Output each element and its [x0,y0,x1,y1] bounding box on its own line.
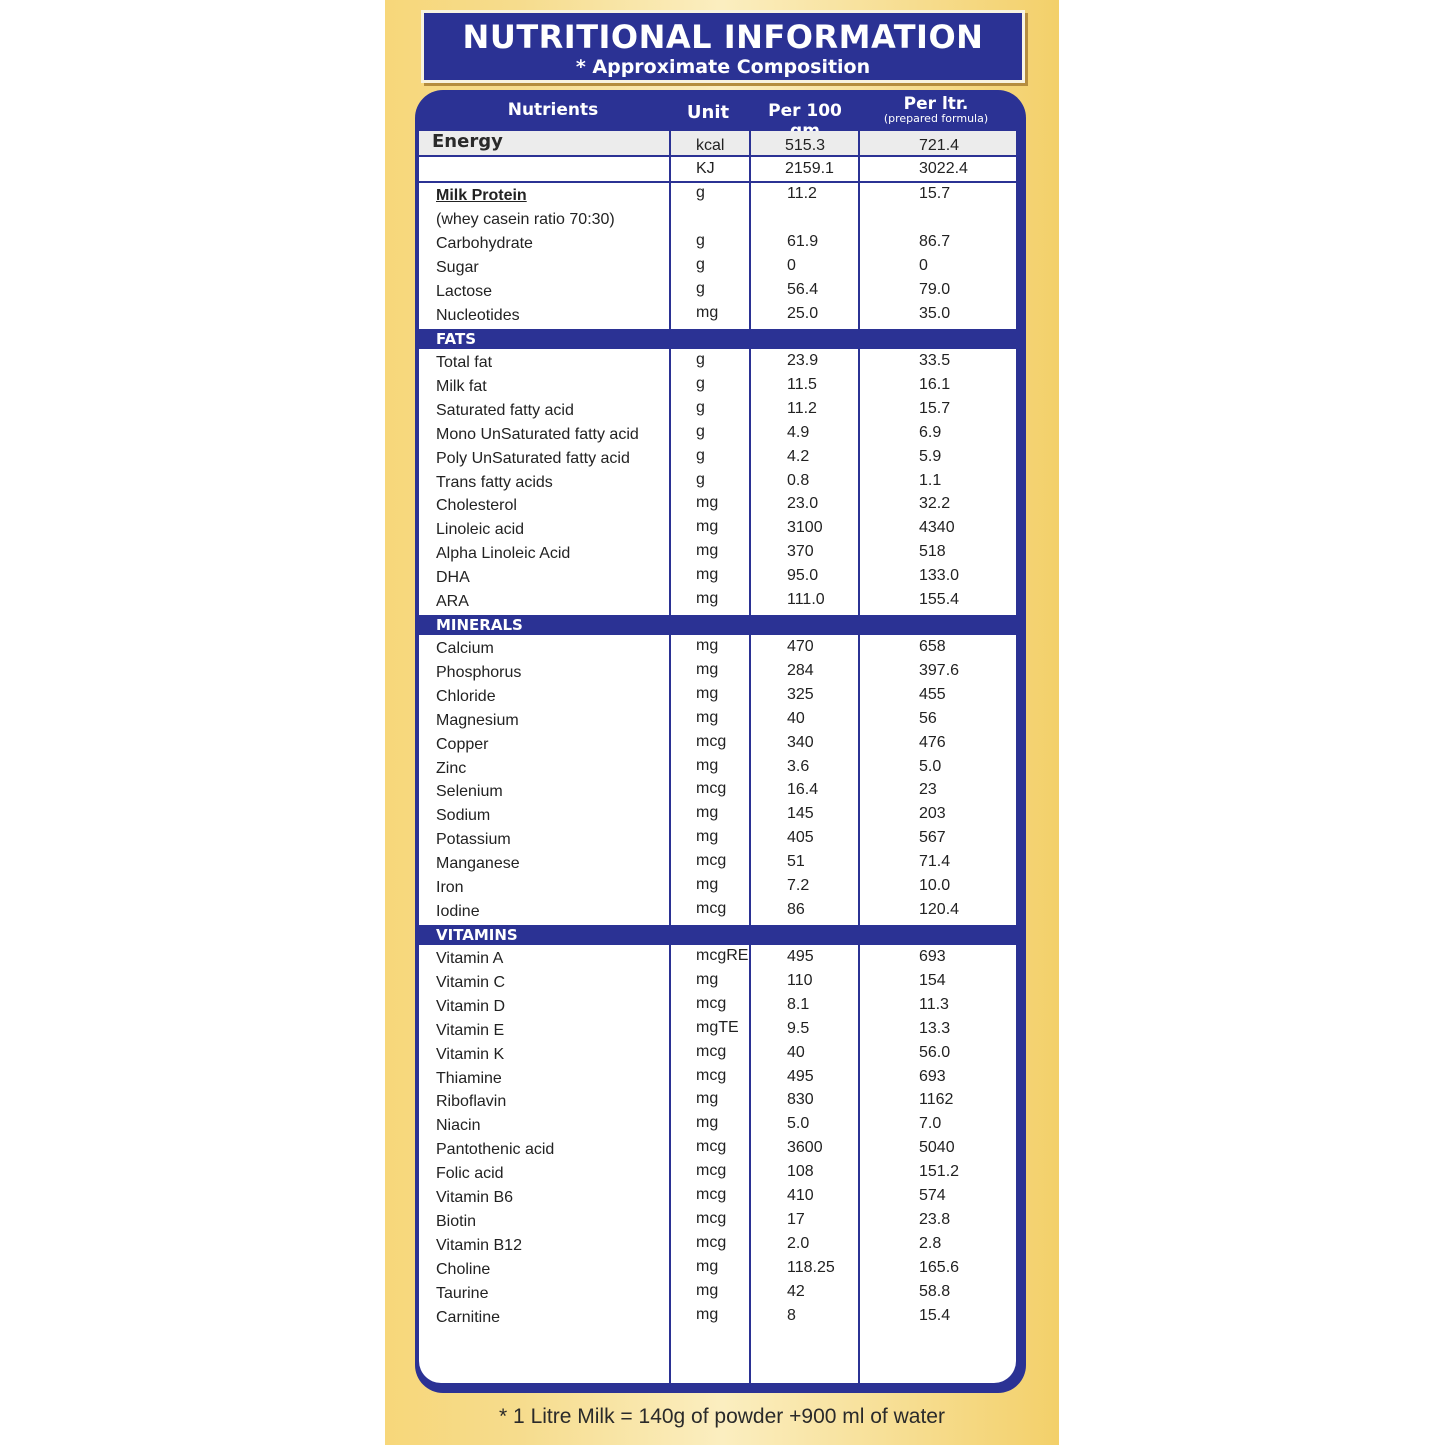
nutrient-name: Vitamin D [436,997,506,1015]
nutrient-name: Cholesterol [436,497,517,515]
nutrient-per100: 0.8 [787,471,810,489]
nutrient-name: Choline [436,1260,491,1278]
nutrient-perltr: 5040 [919,1139,955,1157]
nutrient-unit: mg [696,970,719,988]
nutrient-perltr: 10.0 [919,877,951,894]
section-header-vitamins: VITAMINS [419,925,1016,945]
nutrient-unit: mg [696,637,719,654]
nutrient-perltr: 518 [919,543,946,561]
nutrient-per100: 830 [787,1091,814,1109]
column-header-nutrients: Nutrients [507,100,599,120]
nutrient-unit: mcg [696,1209,727,1227]
nutrient-perltr: 32.2 [919,495,951,513]
nutrient-per100: 370 [787,543,814,561]
nutrient-unit: mcg [696,780,727,798]
nutrient-unit: mg [696,542,719,560]
nutrient-name: Vitamin A [436,950,504,967]
nutrient-perltr: 574 [919,1187,946,1204]
nutrient-perltr: 476 [919,733,946,751]
nutrient-per100: 23.9 [787,352,819,369]
nutrient-unit: mg [696,590,719,607]
nutrient-perltr: 133.0 [919,567,960,585]
nutrient-name: Iron [436,879,464,896]
nutrient-name: Pantothenic acid [436,1141,555,1159]
nutrient-unit: g [696,446,705,464]
nutrient-name: Manganese [436,855,520,873]
nutrient-perltr: 120.4 [919,900,960,918]
nutrient-per100: 3100 [787,519,823,537]
nutrient-unit: mcg [696,1066,727,1084]
nutrient-name: Vitamin E [436,1021,505,1039]
nutrient-unit: mg [696,1114,719,1132]
column-divider-perltr [858,131,860,1383]
nutrient-name: Milk Protein [436,187,527,204]
nutrient-name: Alpha Linoleic Acid [436,545,571,563]
nutrient-per100: 325 [787,685,814,703]
nutrient-perltr: 33.5 [919,352,951,369]
column-header-per100: Per 100 [768,101,842,121]
nutrient-name: Chloride [436,687,496,705]
nutrient-per100: 4.2 [787,447,810,465]
section-header-minerals: MINERALS [419,615,1016,635]
nutrient-unit: g [696,255,705,273]
energy-label: Energy [432,131,503,152]
nutrient-unit: g [696,351,705,368]
nutrient-name: Vitamin K [436,1045,505,1063]
energy-unit: KJ [696,160,715,177]
nutrient-per100: 5.0 [787,1115,810,1133]
energy-perltr: 721.4 [919,137,960,154]
nutrient-perltr: 1162 [919,1091,954,1109]
energy-per100: 515.3 [785,137,826,154]
nutrient-unit: g [696,279,705,297]
nutrient-perltr: 397.6 [919,661,960,679]
column-divider-unit [669,131,671,1383]
nutrient-per100: 110 [787,971,813,989]
nutrient-unit: mg [696,756,719,774]
nutrient-per100: 3.6 [787,757,810,775]
nutrient-per100: 8 [787,1306,796,1324]
nutrient-per100: 51 [787,853,805,871]
nutrient-unit: g [696,184,705,201]
nutrient-name: Milk fat [436,377,487,395]
nutrient-perltr: 15.7 [919,399,951,417]
page-title: NUTRITIONAL INFORMATION [462,18,984,56]
nutrient-per100: 495 [787,1067,814,1085]
nutrient-unit: g [696,422,705,440]
nutrient-name: Riboflavin [436,1093,507,1111]
nutrient-perltr: 79.0 [919,280,951,298]
nutrient-unit: mcg [696,732,727,750]
nutrient-unit: mg [696,494,719,512]
nutrient-perltr: 6.9 [919,423,942,441]
nutrient-unit: mcg [696,852,727,870]
nutrient-unit: mcg [696,1233,727,1251]
nutrient-perltr: 151.2 [919,1163,960,1181]
nutrient-unit: mcg [696,994,727,1012]
nutrient-per100: 9.5 [787,1019,810,1037]
nutrient-name: Linoleic acid [436,521,525,539]
nutrient-name: Vitamin C [436,973,506,991]
nutrient-name: Carnitine [436,1308,501,1326]
nutrient-perltr: 35.0 [919,304,951,322]
nutrient-name: Sodium [436,807,491,825]
nutrient-unit: mg [696,660,719,678]
nutrient-name: Biotin [436,1212,477,1230]
nutrient-perltr: 155.4 [919,591,960,608]
nutrient-name: Vitamin B12 [436,1236,522,1254]
nutrient-unit: g [696,398,705,416]
nutrient-per100: 11.2 [787,185,817,202]
energy-bottom-divider [419,181,1016,183]
nutrient-per100: 11.5 [787,375,817,393]
nutrient-perltr: 71.4 [919,853,951,871]
nutrient-unit: mcg [696,1186,727,1203]
nutrient-per100: 410 [787,1187,814,1204]
nutrient-perltr: 455 [919,685,946,703]
nutrient-perltr: 7.0 [919,1115,942,1133]
nutrient-per100: 118.25 [787,1258,835,1276]
nutrient-name: Zinc [436,759,467,777]
nutrient-name: Iodine [436,902,480,920]
nutrient-unit: g [696,470,705,488]
nutrient-unit: mg [696,1090,719,1108]
nutrient-perltr: 56.0 [919,1043,951,1061]
nutrient-unit: mg [696,303,719,321]
footnote: * 1 Litre Milk = 140g of powder +900 ml of water [499,1405,945,1428]
nutrient-name: ARA [436,593,469,610]
nutrient-name: Niacin [436,1117,481,1135]
nutrient-per100: 7.2 [787,877,810,894]
nutrient-name: Lactose [436,282,493,300]
nutrient-name: Sugar [436,258,479,276]
nutrient-name: Phosphorus [436,663,522,681]
nutrient-per100: 95.0 [787,567,819,585]
nutrient-unit: mg [696,1281,719,1299]
nutrient-unit: mcg [696,1162,727,1180]
nutrient-per100: 0 [787,256,796,274]
nutrient-per100: 4.9 [787,423,810,441]
nutrient-unit: mcg [696,899,727,917]
nutrient-perltr: 13.3 [919,1019,951,1037]
nutrient-unit: mg [696,518,719,536]
nutrient-name: Mono UnSaturated fatty acid [436,425,639,443]
nutrient-unit: mg [696,1257,719,1275]
nutrient-unit: g [696,231,705,249]
nutrient-perltr: 0 [919,256,928,274]
nutrient-name: (whey casein ratio 70:30) [436,210,615,228]
nutrient-name: Taurine [436,1284,489,1302]
nutrient-perltr: 16.1 [919,375,951,393]
nutrient-perltr: 567 [919,829,946,847]
nutrient-unit: mgTE [696,1018,739,1036]
nutrient-unit: mg [696,804,719,822]
nutrient-perltr: 658 [919,638,946,655]
column-header-perltr-note: (prepared formula) [883,112,989,125]
nutrient-per100: 2.0 [787,1234,810,1252]
nutrient-unit: mg [696,566,719,584]
nutrient-per100: 42 [787,1282,805,1300]
energy-unit: kcal [696,137,725,154]
nutrient-name: Total fat [436,354,493,371]
nutrient-unit: mg [696,876,719,893]
nutrient-unit: mcg [696,1042,727,1060]
nutrient-name: Trans fatty acids [436,473,553,491]
nutrient-per100: 11.2 [787,399,817,417]
section-header-fats: FATS [419,329,1016,349]
nutrient-per100: 25.0 [787,304,819,322]
nutrient-perltr: 5.9 [919,447,942,465]
nutrient-name: DHA [436,569,470,587]
nutrient-per100: 16.4 [787,781,819,799]
nutrient-unit: mg [696,684,719,702]
nutrient-per100: 17 [787,1210,805,1228]
nutrient-perltr: 2.8 [919,1234,942,1252]
nutrient-per100: 405 [787,829,814,847]
nutrient-per100: 3600 [787,1139,823,1157]
nutrient-perltr: 693 [919,948,946,965]
energy-perltr: 3022.4 [919,160,968,177]
nutrient-perltr: 23 [919,781,937,799]
nutrient-per100: 40 [787,709,805,727]
nutrient-name: Calcium [436,640,494,657]
nutrient-perltr: 165.6 [919,1258,960,1276]
nutrient-perltr: 11.3 [919,995,949,1013]
nutrient-per100: 340 [787,733,814,751]
nutrient-per100: 108 [787,1163,814,1181]
title-banner [421,10,1025,83]
nutrient-per100: 145 [787,805,814,823]
nutrient-perltr: 56 [919,709,937,727]
nutrient-name: Folic acid [436,1165,504,1183]
nutrient-per100: 495 [787,948,814,965]
nutrient-perltr: 15.7 [919,185,951,202]
column-header-perltr-label: Per ltr. [903,94,969,114]
nutrient-name: Thiamine [436,1069,502,1087]
nutrient-perltr: 23.8 [919,1210,951,1228]
nutrient-unit: mg [696,828,719,846]
nutrient-perltr: 58.8 [919,1282,951,1300]
nutrient-name: Selenium [436,783,503,801]
nutrient-perltr: 1.1 [919,471,942,489]
nutrient-perltr: 15.4 [919,1306,951,1324]
nutrient-per100: 111.0 [787,591,825,608]
nutrient-per100: 23.0 [787,495,819,513]
nutrient-per100: 40 [787,1043,805,1061]
nutrient-unit: g [696,374,705,392]
nutrient-perltr: 5.0 [919,757,942,775]
column-header-unit: Unit [686,102,730,123]
column-divider-per100 [749,131,751,1383]
nutrient-perltr: 154 [919,971,946,989]
nutrient-perltr: 203 [919,805,946,823]
nutrient-per100: 61.9 [787,232,819,250]
nutrient-per100: 86 [787,900,805,918]
nutrient-name: Saturated fatty acid [436,401,574,419]
nutrient-name: Carbohydrate [436,234,533,252]
energy-per100: 2159.1 [785,160,834,177]
nutrient-per100: 470 [787,638,814,655]
nutrient-unit: mcg [696,1138,727,1156]
nutrient-unit: mg [696,708,719,726]
nutrient-per100: 56.4 [787,280,819,298]
nutrient-name: Magnesium [436,711,519,729]
nutrient-name: Poly UnSaturated fatty acid [436,449,630,467]
nutrient-name: Potassium [436,831,511,849]
nutrient-name: Vitamin B6 [436,1189,514,1206]
nutrient-per100: 284 [787,661,814,679]
nutrient-unit: mg [696,1305,719,1323]
nutrient-perltr: 86.7 [919,232,951,250]
nutrient-perltr: 693 [919,1067,946,1085]
nutrient-per100: 8.1 [787,995,810,1013]
nutrient-name: Nucleotides [436,306,520,324]
nutrient-name: Copper [436,735,489,753]
nutrient-perltr: 4340 [919,519,955,537]
column-header-perltr [862,95,1010,125]
nutrient-unit: mcgRE [696,947,749,964]
page-subtitle: * Approximate Composition [575,56,871,78]
